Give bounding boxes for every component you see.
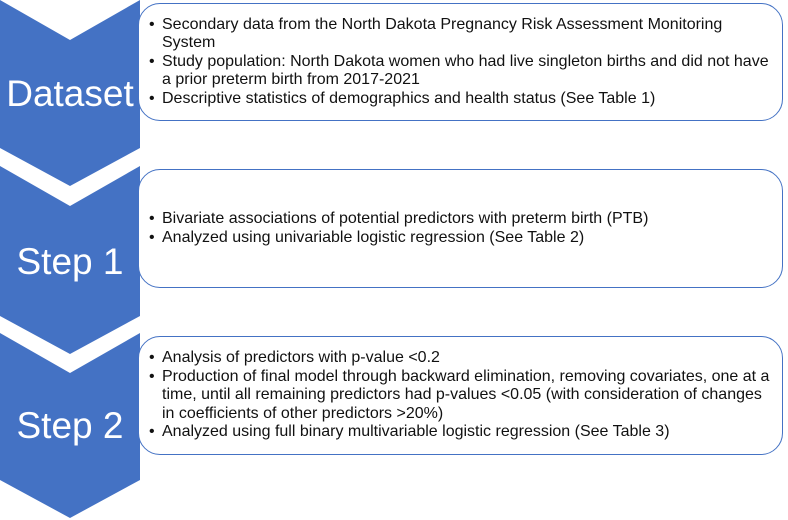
step-label-step-2: Step 2: [16, 405, 124, 446]
bullet-item: • Production of final model through backward elimination, removing covariates, one at a time, until all remaining predictors had p-values <0.05 (with consideration of changes in coefficients of other predictors >20%): [149, 368, 770, 424]
step-box-step-1: [138, 169, 783, 288]
step-box-step-2: [138, 336, 783, 455]
bullet-list: [149, 349, 770, 442]
bullet-item: • Descriptive statistics of demographics and health status (See Table 1): [149, 90, 770, 109]
bullet-item: • Study population: North Dakota women who had live singleton births and did not have a prior preterm birth from 2017-2021: [149, 53, 770, 90]
bullet-list: [149, 16, 770, 109]
step-label-dataset: Dataset: [6, 73, 134, 114]
bullet-item: • Bivariate associations of potential predictors with preterm birth (PTB): [149, 210, 770, 229]
bullet-list: [149, 210, 770, 247]
bullet-item: • Analyzed using univariable logistic regression (See Table 2): [149, 229, 770, 248]
bullet-item: • Analysis of predictors with p-value <0.2: [149, 349, 770, 368]
bullet-item: • Analyzed using full binary multivariable logistic regression (See Table 3): [149, 423, 770, 442]
bullet-item: • Secondary data from the North Dakota Pregnancy Risk Assessment Monitoring System: [149, 16, 770, 53]
step-label-step-1: Step 1: [16, 241, 124, 282]
step-box-dataset: [138, 3, 783, 121]
